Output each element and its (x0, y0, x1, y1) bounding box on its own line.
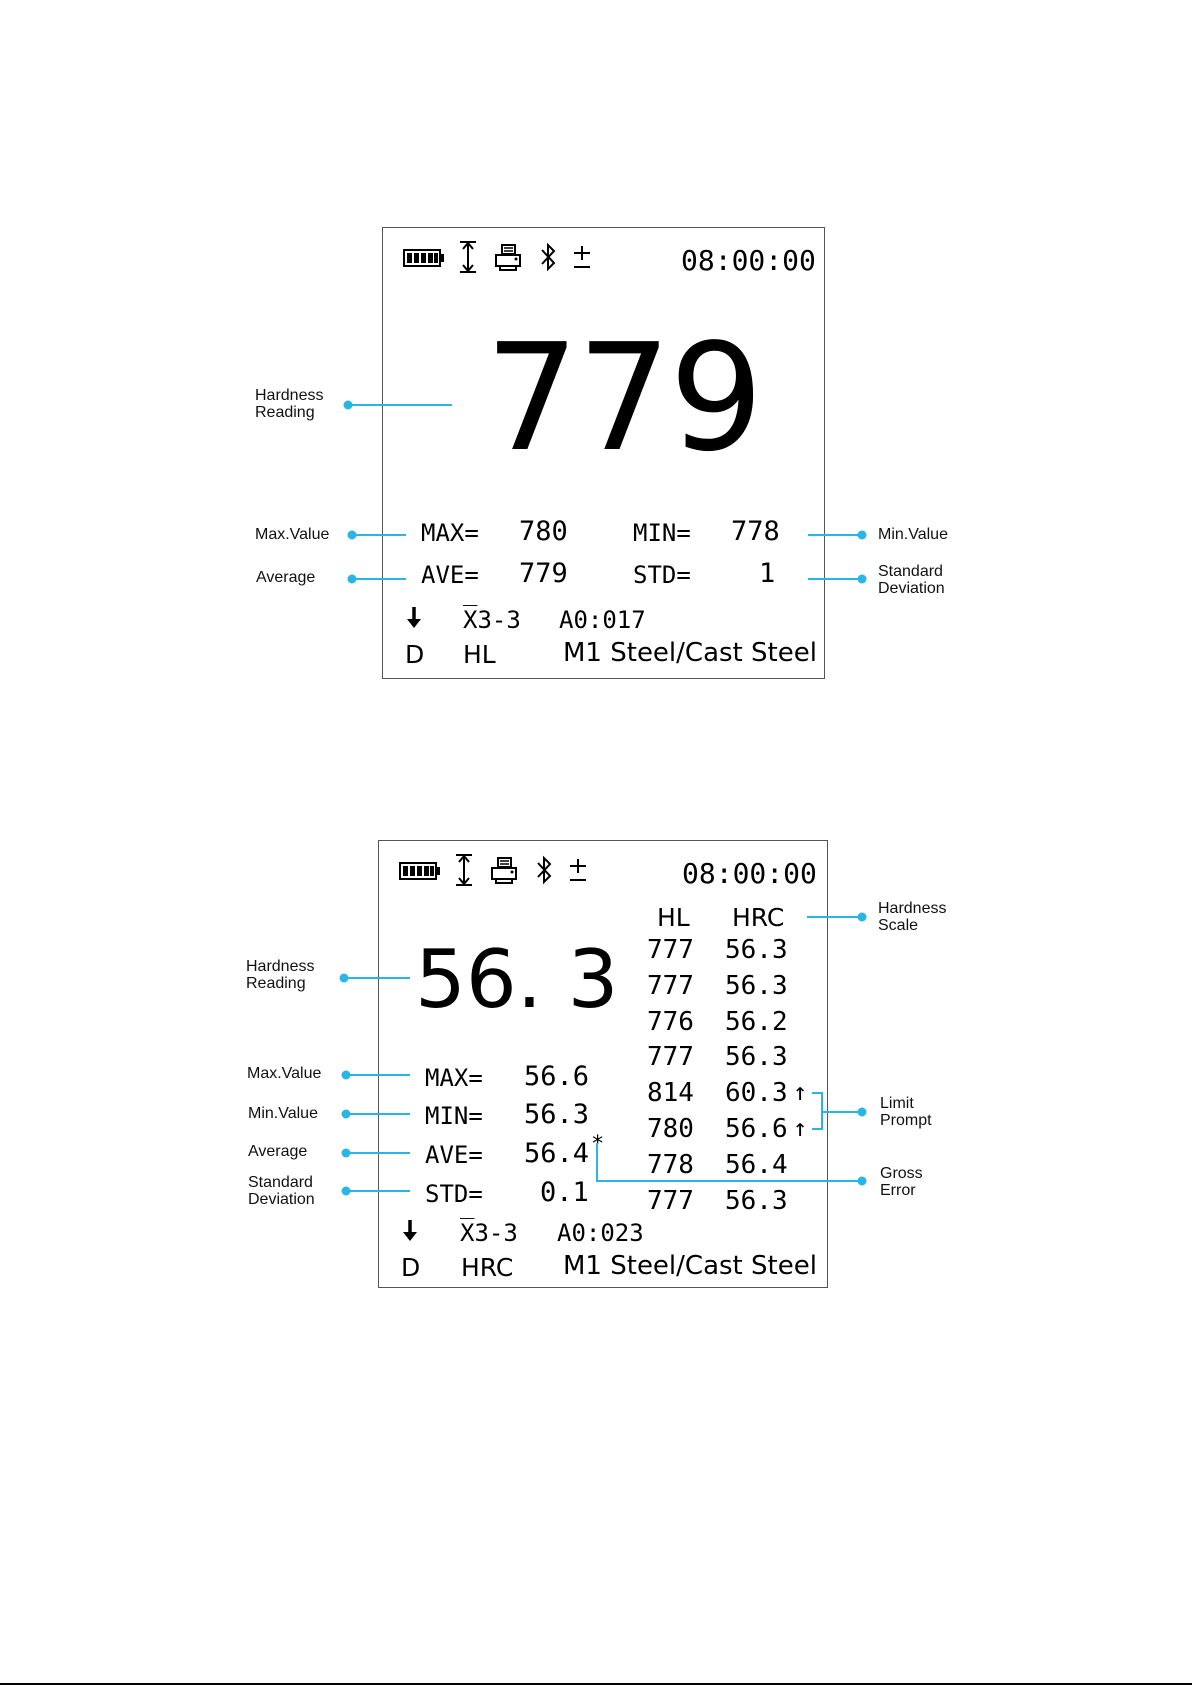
callout-gross-error: Gross Error (880, 1165, 923, 1199)
callout-hardness-reading: Hardness Reading (246, 958, 315, 992)
table-cell-hrc: 56.2 (725, 1006, 788, 1037)
clock-time: 08:00:00 (681, 244, 816, 277)
callout-standard-deviation: Standard Deviation (248, 1174, 315, 1208)
callout-hardness-scale: Hardness Scale (878, 900, 947, 934)
impact-direction-icon (453, 853, 475, 887)
table-cell-hrc: 56.3 (725, 1042, 788, 1073)
mean-group: X̅3-3 (460, 1219, 518, 1247)
table-cell-hl: 777 (647, 970, 694, 1001)
table-header-hl: HL (657, 903, 690, 932)
max-label: MAX= (425, 1064, 483, 1092)
material: M1 Steel/Cast Steel (563, 1251, 817, 1281)
impact-direction-icon (457, 240, 479, 274)
std-value: 1 (759, 558, 776, 589)
callout-average: Average (248, 1143, 308, 1160)
ave-value: 56.4 (524, 1138, 590, 1169)
battery-icon (403, 248, 445, 268)
table-cell-hl: 777 (647, 1042, 694, 1073)
callout-max-value: Max.Value (247, 1065, 322, 1082)
display-screen-1 (382, 227, 825, 679)
table-cell-hl: 778 (647, 1149, 694, 1180)
gross-error-mark: * (591, 1132, 605, 1157)
callout-max-value: Max.Value (255, 526, 330, 543)
table-header-hrc: HRC (732, 903, 785, 932)
callout-average: Average (256, 569, 316, 586)
std-label: STD= (425, 1180, 483, 1208)
std-label: STD= (633, 561, 691, 589)
material: M1 Steel/Cast Steel (563, 638, 817, 668)
limit-arrow-icon: ↑ (793, 1078, 808, 1107)
display-screen-2 (378, 840, 828, 1288)
bluetooth-icon (534, 855, 554, 885)
table-cell-hrc: 60.3 (725, 1078, 788, 1109)
mean-group: X̅3-3 (463, 606, 521, 634)
impact-count: A0:017 (559, 606, 646, 634)
probe-type: D (401, 1253, 421, 1282)
probe-type: D (405, 640, 425, 669)
max-label: MAX= (421, 519, 479, 547)
printer-icon (493, 242, 523, 272)
table-cell-hl: 780 (647, 1114, 694, 1144)
table-cell-hl: 814 (647, 1078, 694, 1109)
min-label: MIN= (425, 1102, 483, 1130)
callout-standard-deviation: Standard Deviation (878, 563, 945, 597)
plus-minus-icon (567, 857, 589, 883)
clock-time: 08:00:00 (682, 857, 817, 890)
scale-unit: HL (463, 640, 496, 669)
bluetooth-icon (538, 242, 558, 272)
callout-min-value: Min.Value (878, 526, 948, 543)
table-cell-hrc: 56.3 (725, 1185, 788, 1216)
arrow-down-icon (401, 1219, 419, 1243)
table-cell-hrc: 56.6 (725, 1114, 788, 1144)
printer-icon (489, 855, 519, 885)
std-value: 0.1 (540, 1177, 589, 1208)
min-value: 56.3 (524, 1099, 590, 1130)
impact-count: A0:023 (557, 1219, 644, 1247)
min-label: MIN= (633, 519, 691, 547)
table-cell-hrc: 56.3 (725, 935, 788, 965)
table-cell-hl: 776 (647, 1006, 694, 1037)
hardness-reading: 56. 3 (415, 933, 619, 1026)
table-cell-hrc: 56.4 (725, 1149, 788, 1180)
ave-label: AVE= (421, 561, 479, 589)
battery-icon (399, 861, 441, 881)
max-value: 780 (519, 516, 568, 547)
ave-value: 779 (519, 558, 568, 589)
ave-label: AVE= (425, 1141, 483, 1169)
callout-min-value: Min.Value (248, 1105, 318, 1122)
min-value: 778 (731, 516, 780, 547)
max-value: 56.6 (524, 1061, 590, 1092)
callout-limit-prompt: Limit Prompt (880, 1095, 932, 1129)
scale-unit: HRC (461, 1253, 514, 1282)
table-cell-hl: 777 (647, 1185, 694, 1216)
table-cell-hrc: 56.3 (725, 970, 788, 1001)
table-cell-hl: 777 (647, 935, 694, 965)
arrow-down-icon (405, 606, 423, 630)
limit-arrow-icon: ↑ (793, 1114, 808, 1142)
hardness-reading: 779 (485, 312, 762, 484)
callout-hardness-reading: Hardness Reading (255, 387, 324, 421)
plus-minus-icon (571, 244, 593, 270)
